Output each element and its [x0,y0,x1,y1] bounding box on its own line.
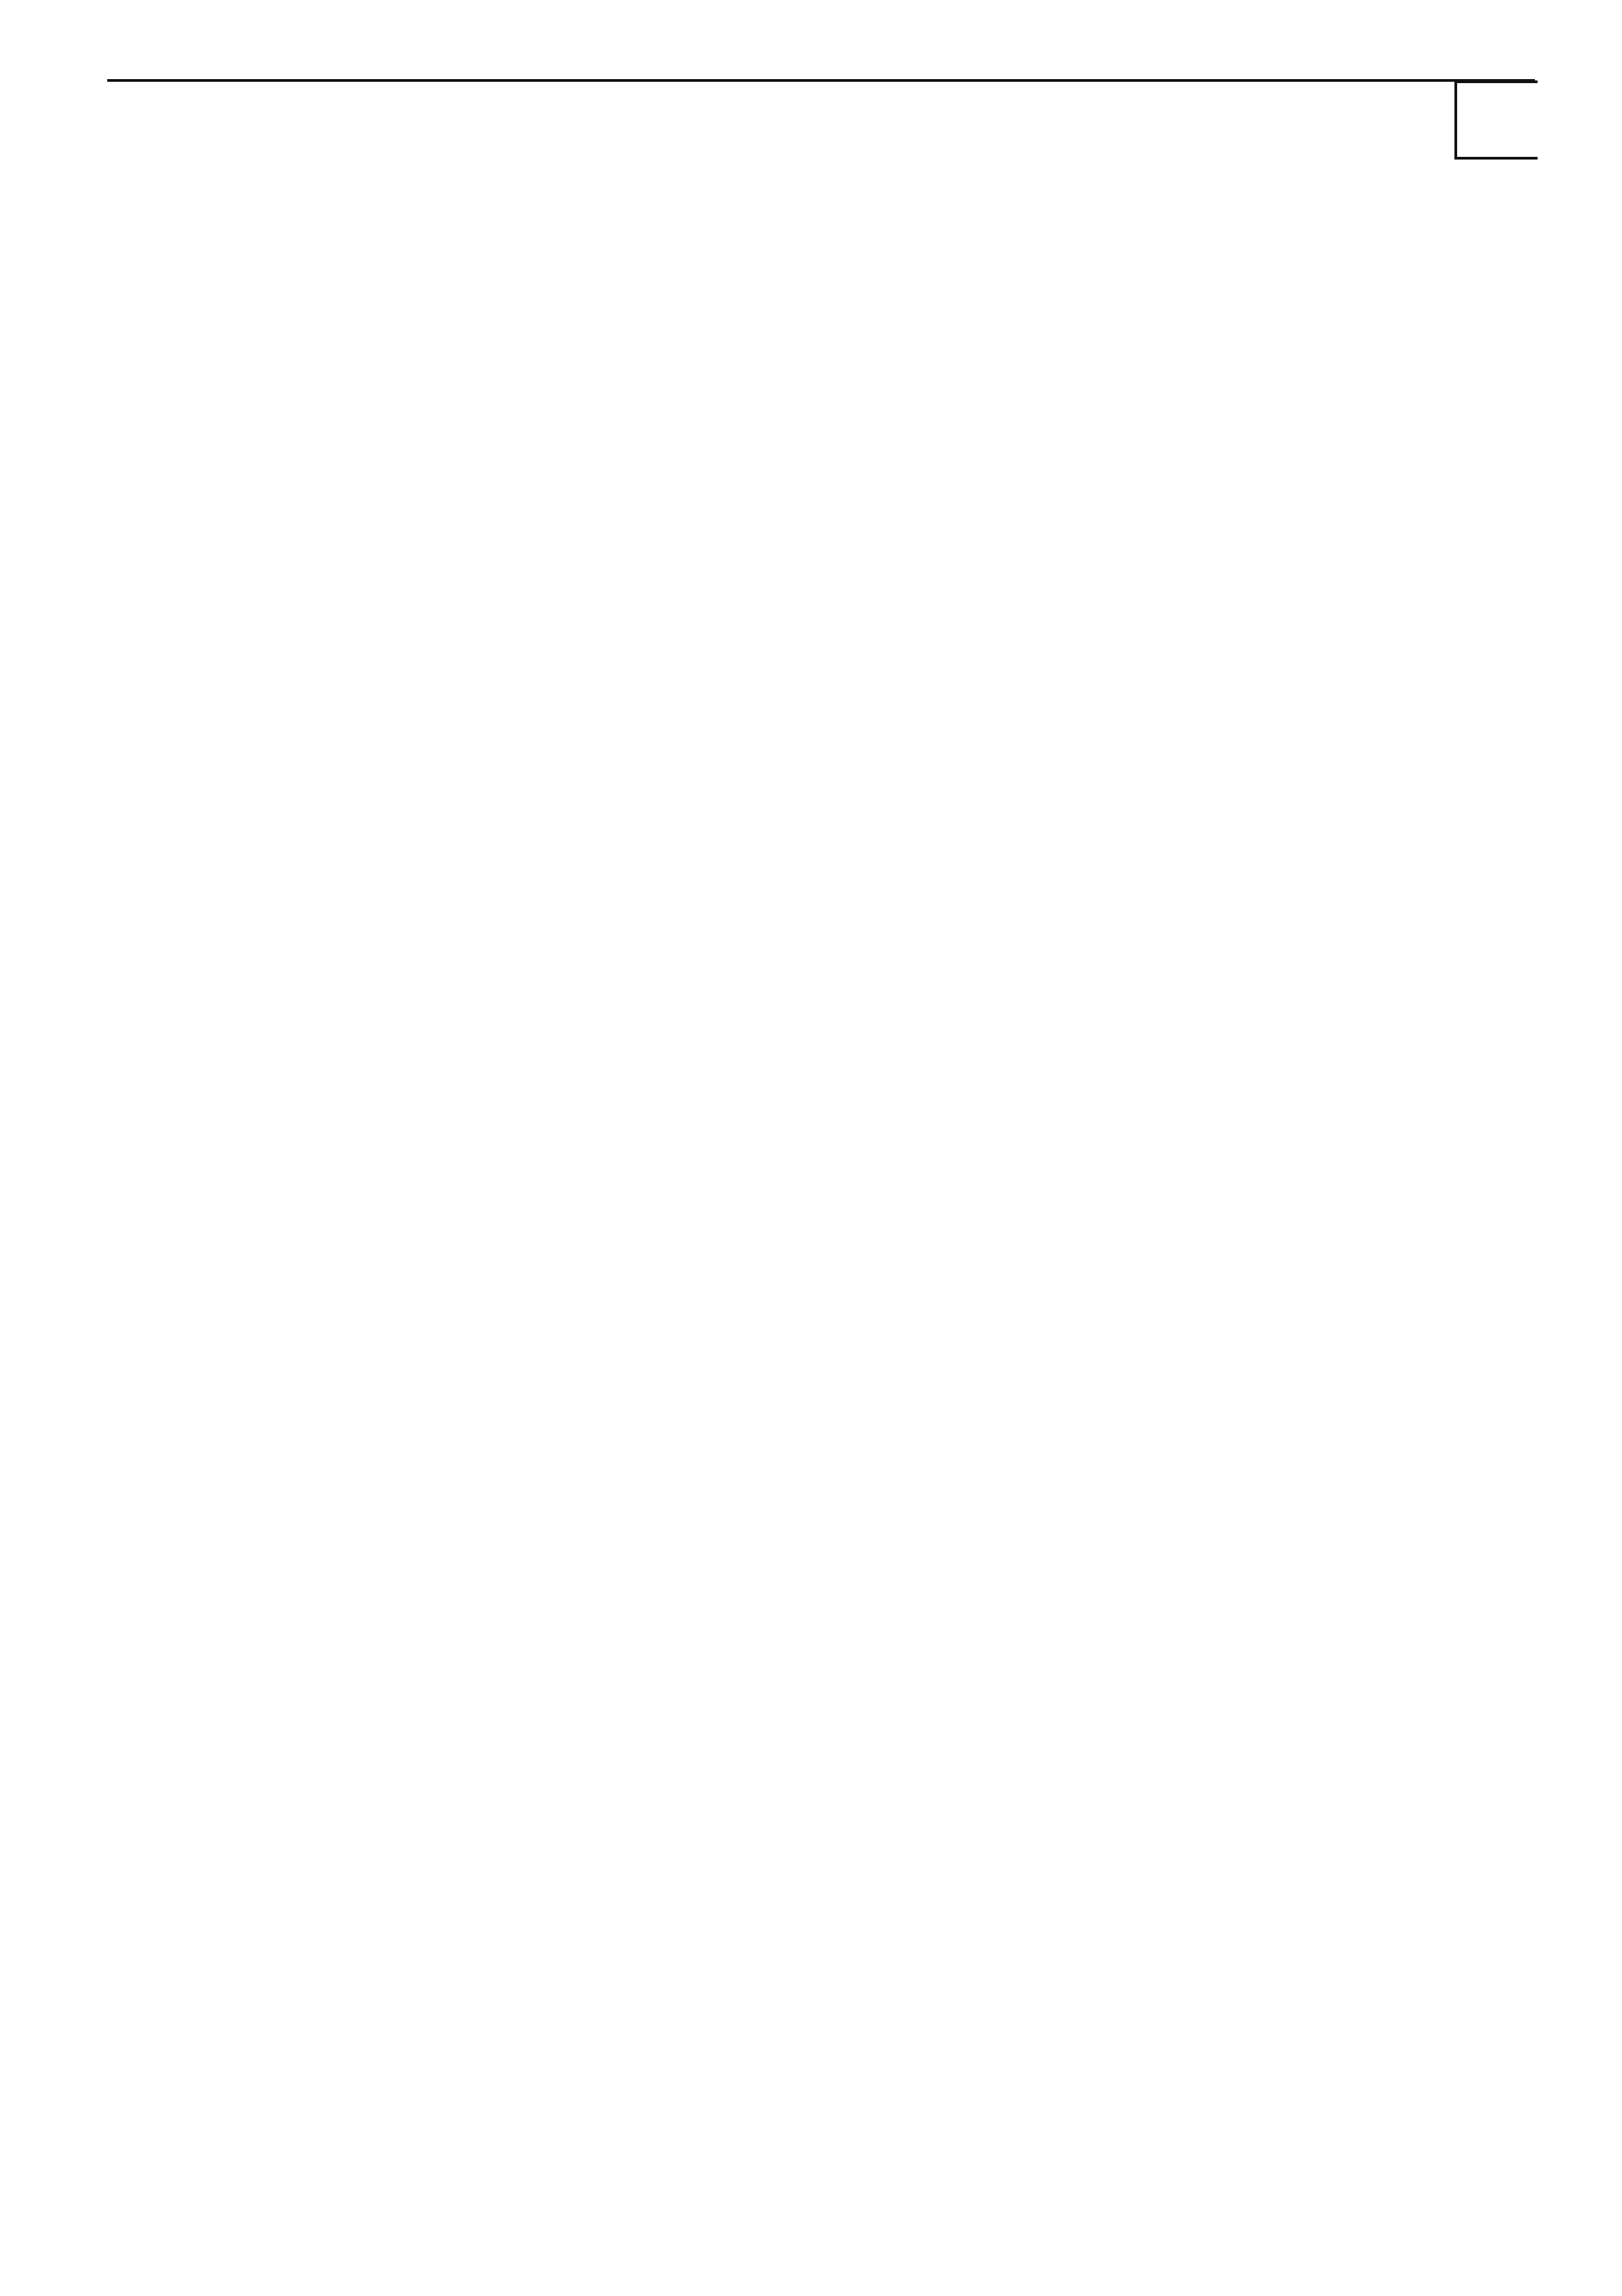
top-rule [107,79,1535,82]
sheet-number [1454,80,1538,160]
